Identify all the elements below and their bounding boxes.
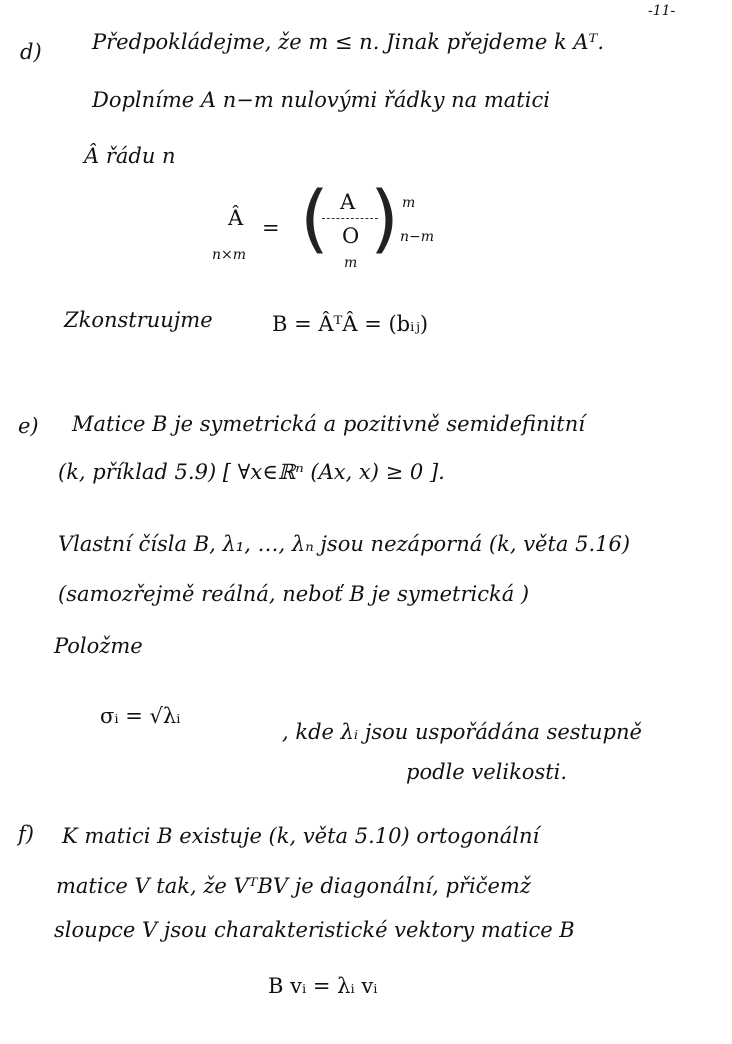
eigen-equation: B vᵢ = λᵢ vᵢ: [268, 974, 378, 998]
section-f-line3: sloupce V jsou charakteristické vektory matice B: [54, 918, 575, 942]
section-d-label: d): [20, 40, 42, 64]
matrix-equals: =: [262, 216, 280, 240]
section-f-label: f): [18, 822, 34, 846]
matrix-lhs-size: n×m: [212, 247, 247, 263]
matrix-rows-top: m: [402, 195, 416, 211]
section-e-line3: Vlastní čísla B, λ₁, …, λₙ jsou nezáporná (k, věta 5.16): [58, 532, 631, 556]
matrix-block-top: A: [340, 190, 356, 214]
section-e-line4: (samozřejmě reálná, neboť B je symetrická ): [58, 582, 530, 606]
section-d-line3: Â řádu n: [84, 144, 176, 168]
section-e-line5: Položme: [54, 634, 143, 658]
matrix-lhs: Â: [228, 206, 244, 230]
section-e-line2: (k, příklad 5.9) [ ∀x∈ℝⁿ (Ax, x) ≥ 0 ].: [58, 460, 445, 484]
sigma-note-line2: podle velikosti.: [406, 760, 568, 784]
matrix-paren-close: ): [370, 176, 399, 262]
section-e-line1: Matice B je symetrická a pozitivně semidefinitní: [72, 412, 585, 436]
construct-label: Zkonstruujme: [64, 308, 213, 332]
sigma-formula: σᵢ = √λᵢ: [100, 704, 181, 728]
section-d-line2: Doplníme A n−m nulovými řádky na matici: [92, 88, 550, 112]
section-e-label: e): [18, 414, 39, 438]
matrix-rows-bottom: n−m: [400, 229, 435, 245]
section-f-line1: K matici B existuje (k, věta 5.10) ortogonální: [62, 824, 540, 848]
construct-formula: B = ÂᵀÂ = (bᵢⱼ): [272, 312, 429, 336]
matrix-paren-open: (: [300, 176, 329, 262]
section-f-line2: matice V tak, že VᵀBV je diagonální, přičemž: [56, 874, 531, 898]
page-number: -11-: [648, 3, 676, 19]
sigma-note-line1: , kde λᵢ jsou uspořádána sestupně: [282, 720, 642, 744]
matrix-cols: m: [344, 255, 358, 271]
matrix-block-bottom: O: [342, 224, 360, 248]
section-d-line1: Předpokládejme, že m ≤ n. Jinak přejdeme k Aᵀ.: [92, 30, 605, 54]
